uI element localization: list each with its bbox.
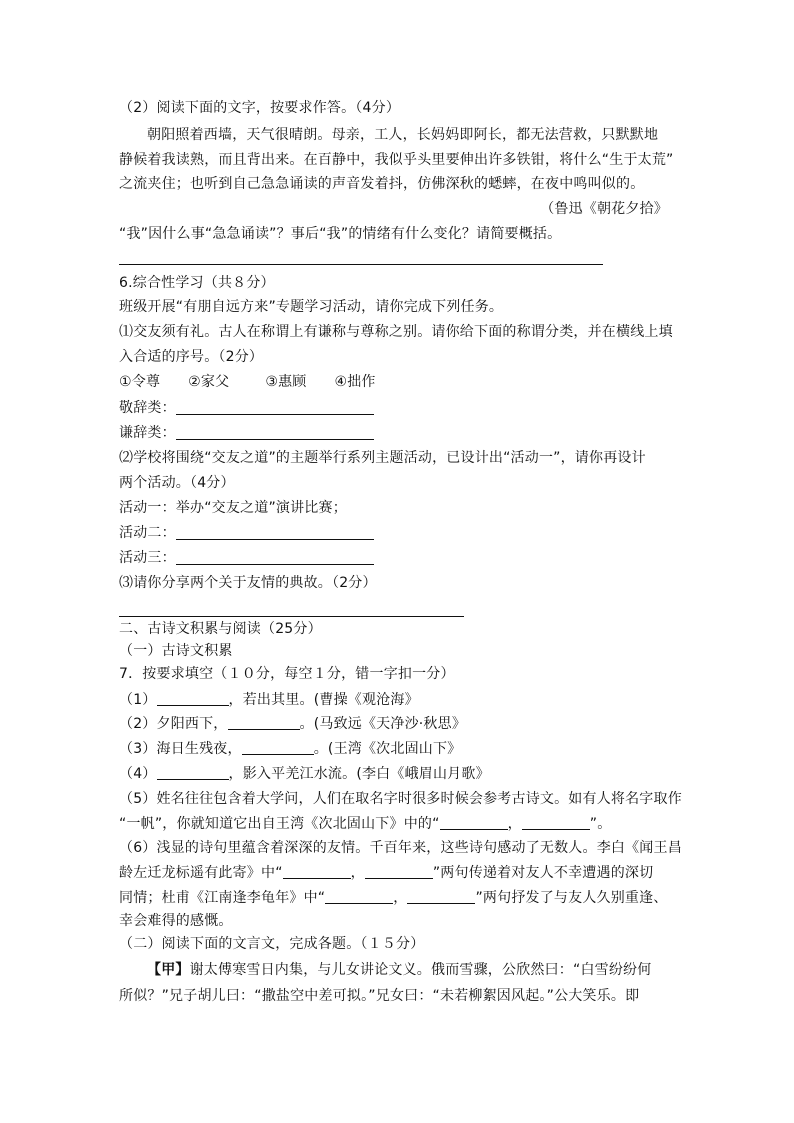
q7-5-text-b: ”。 <box>589 816 612 832</box>
humble-label: 谦辞类： <box>119 425 176 441</box>
section-2-title: 二、古诗文积累与阅读（25分） <box>119 621 322 637</box>
passage-line-1: 朝阳照着西墙，天气很晴朗。母亲，工人，长妈妈即阿长，都无法营救，只默默地 <box>147 127 659 143</box>
q5-2-question: “我”因什么事“急急诵读”？事后“我”的情绪有什么变化？请简要概括。 <box>119 226 562 242</box>
q7-6-blank-3[interactable] <box>325 889 393 904</box>
q7-6-blank-4[interactable] <box>407 889 475 904</box>
q7-6-blank-2[interactable] <box>365 864 433 879</box>
activity-2-label: 活动二： <box>119 525 176 541</box>
q7-6-text-c: 同情；杜甫《江南逢李龟年》中“ <box>119 890 326 906</box>
humble-row <box>119 425 374 441</box>
q6-intro: 班级开展“有朋自远方来”专题学习活动，请你完成下列任务。 <box>119 299 504 315</box>
q7-6-line-a: （6）浅显的诗句里蕴含着深深的友情。千百年来，这些诗句感动了无数人。李白《闻王昌 <box>119 840 682 856</box>
q7-6-line-c <box>119 889 668 906</box>
q7-6-text-b: ”两句传递着对友人不幸遭遇的深切 <box>432 865 654 881</box>
q5-2-title: （2）阅读下面的文字，按要求作答。（4分） <box>119 100 401 116</box>
q7-5-text-a: “一帆”，你就知道它出自王湾《次北固山下》中的“ <box>119 816 440 832</box>
q7-3-text-a: （3）海日生残夜， <box>119 741 242 757</box>
jia-line-2: 所似？”兄子胡儿曰：“撒盐空中差可拟。”兄女曰：“未若柳絮因风起。”公大笑乐。即 <box>119 988 640 1004</box>
activity-2-row <box>119 525 374 541</box>
q7-4-text: ，影入平羌江水流。(李白《峨眉山月歌》 <box>228 766 490 782</box>
q7-2 <box>119 715 466 732</box>
q7-1-blank[interactable] <box>157 691 229 706</box>
q7-4 <box>119 765 490 782</box>
jia-line-1 <box>147 962 651 978</box>
option-3: ③惠顾 <box>265 374 307 390</box>
q7-3-blank[interactable] <box>242 740 314 755</box>
q7-6-line-d: 幸会难得的感慨。 <box>119 913 233 929</box>
q6-1-options <box>119 374 376 390</box>
q7-3 <box>119 740 461 757</box>
q6-title: 6.综合性学习（共８分） <box>119 275 275 291</box>
option-4: ④拙作 <box>334 374 376 390</box>
q7-2-text-a: （2）夕阳西下， <box>119 716 228 732</box>
q7-6-comma-2: ， <box>393 890 408 906</box>
q7-1-num: （1） <box>119 692 157 708</box>
section-2-part-2: （二）阅读下面的文言文，完成各题。（１５分） <box>119 936 425 952</box>
q7-4-blank[interactable] <box>157 765 229 780</box>
passage-line-2: 静候着我读熟，而且背出来。在百静中，我似乎头里要伸出许多铁钳，将什么“生于太荒” <box>119 152 674 168</box>
q7-2-blank[interactable] <box>228 715 300 730</box>
q6-2-line-a: ⑵学校将围绕“交友之道”的主题举行系列主题活动，已设计出“活动一”，请你再设计 <box>119 450 646 466</box>
activity-3-blank[interactable] <box>176 550 374 565</box>
q6-1-line-a: ⑴交友须有礼。古人在称谓上有谦称与尊称之别。请你给下面的称谓分类，并在横线上填 <box>119 324 673 340</box>
q7-5-blank-2[interactable] <box>522 815 590 830</box>
section-2-part-1: （一）古诗文积累 <box>119 643 233 659</box>
q7-6-line-b <box>119 864 653 881</box>
answer-line[interactable] <box>119 264 603 265</box>
jia-text-1: 谢太傅寒雪日内集，与儿女讲论文义。俄而雪骤，公欣然曰：“白雪纷纷何 <box>189 962 652 978</box>
respect-row <box>119 400 374 416</box>
q7-2-text-b: 。(马致远《天净沙·秋思》 <box>299 716 467 732</box>
q7-5-line-b <box>119 815 611 832</box>
respect-blank[interactable] <box>176 400 374 415</box>
activity-2-blank[interactable] <box>176 525 374 540</box>
q7-5-comma: ， <box>507 816 522 832</box>
activity-1: 活动一：举办“交友之道”演讲比赛； <box>119 500 347 516</box>
q7-4-num: （4） <box>119 766 157 782</box>
q7-title: 7．按要求填空（１０分，每空１分，错一字扣一分） <box>119 666 455 682</box>
q7-6-comma-1: ， <box>350 865 365 881</box>
option-1: ①令尊 <box>119 374 161 390</box>
answer-line-q6-3[interactable] <box>119 616 464 617</box>
humble-blank[interactable] <box>176 425 374 440</box>
q7-3-text-b: 。(王湾《次北固山下》 <box>313 741 462 757</box>
q7-5-line-a: （5）姓名往往包含着大学问，人们在取名字时很多时候会参考古诗文。如有人将名字取作 <box>119 791 682 807</box>
q6-3: ⑶请你分享两个关于友情的典故。（2分） <box>119 575 377 591</box>
q7-6-text-a: 龄左迁龙标遥有此寄》中“ <box>119 865 283 881</box>
q7-5-blank-1[interactable] <box>440 815 508 830</box>
q6-1-line-b: 入合适的序号。（2分） <box>119 349 264 365</box>
q7-6-text-d: ”两句抒发了与友人久别重逢、 <box>475 890 668 906</box>
q7-1-text: ，若出其里。(曹操《观沧海》 <box>228 692 419 708</box>
respect-label: 敬辞类： <box>119 400 176 416</box>
activity-3-row <box>119 550 374 566</box>
q6-2-line-b: 两个活动。（4分） <box>119 475 235 491</box>
q7-6-blank-1[interactable] <box>283 864 351 879</box>
jia-tag: 【甲】 <box>147 962 190 978</box>
option-2: ②家父 <box>188 374 230 390</box>
q7-1 <box>119 691 419 708</box>
passage-source: （鲁迅《朝花夕拾》 <box>540 201 668 217</box>
passage-line-3: 之流夹住；也听到自己急急诵读的声音发着抖，仿佛深秋的蟋蟀，在夜中鸣叫似的。 <box>119 176 645 192</box>
activity-3-label: 活动三： <box>119 550 176 566</box>
